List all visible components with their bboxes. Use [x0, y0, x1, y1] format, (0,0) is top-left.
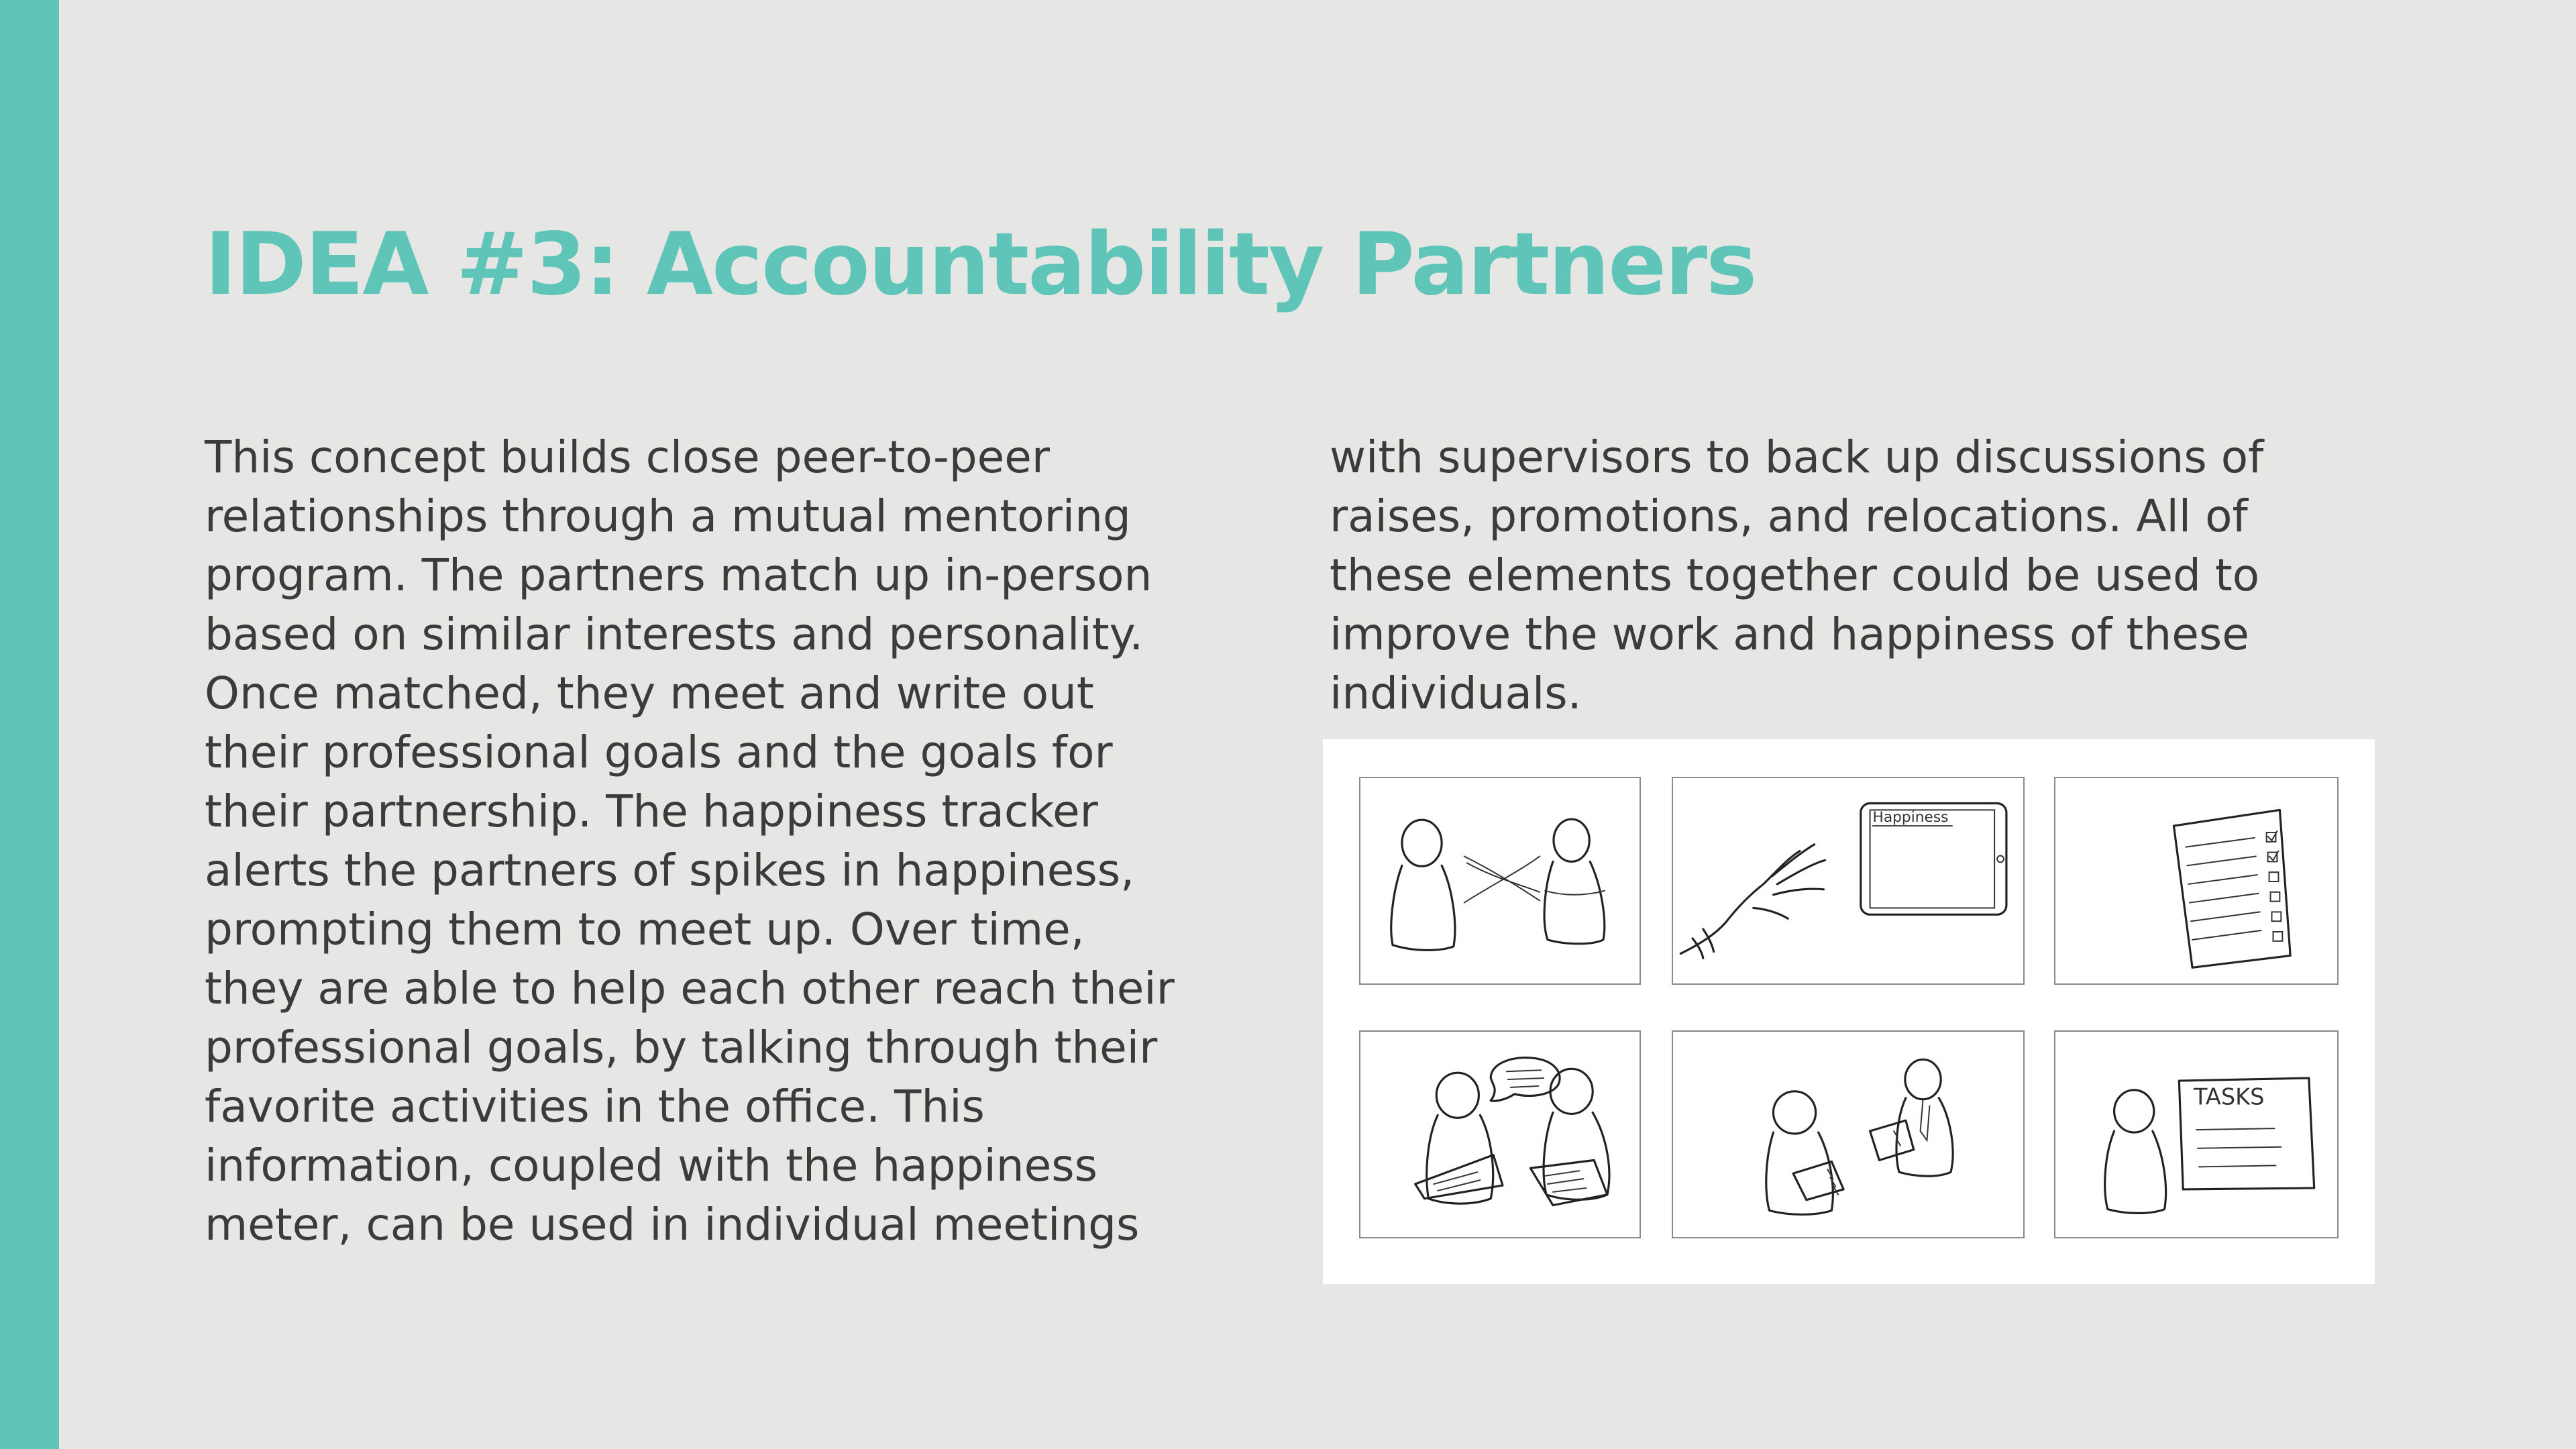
body-line: professional goals, by talking through their: [205, 1022, 1158, 1073]
body-line: these elements together could be used to: [1330, 549, 2260, 601]
body-line: with supervisors to back up discussions of: [1330, 431, 2264, 483]
matching-people-sketch: [1360, 778, 1640, 983]
body-line: individuals.: [1330, 667, 1582, 719]
body-text-right-column: [1330, 428, 2403, 723]
storyboard-panel-supervisor: [1672, 1030, 2025, 1238]
body-line: their partnership. The happiness tracker: [205, 786, 1098, 837]
tablet-happiness-label: Happiness: [1872, 809, 1949, 826]
body-line: relationships through a mutual mentoring: [205, 490, 1131, 542]
body-line: Once matched, they meet and write out: [205, 667, 1094, 719]
goals-checklist-sketch: [2055, 778, 2337, 983]
body-line: favorite activities in the office. This: [205, 1081, 985, 1132]
body-line: meter, can be used in individual meetings: [205, 1199, 1140, 1250]
body-line: alerts the partners of spikes in happiness,: [205, 845, 1135, 896]
body-line: information, coupled with the happiness: [205, 1140, 1097, 1191]
body-line: improve the work and happiness of these: [1330, 608, 2249, 660]
body-line: program. The partners match up in-person: [205, 549, 1152, 601]
body-line: they are able to help each other reach their: [205, 963, 1175, 1014]
accent-bar: [0, 0, 59, 1449]
body-line: based on similar interests and personality.: [205, 608, 1144, 660]
storyboard-panel-tracker: [1672, 777, 2025, 985]
supervisor-meeting-sketch: [1673, 1032, 2023, 1237]
tasks-board-sketch: [2055, 1032, 2337, 1237]
storyboard-image: [1323, 739, 2375, 1284]
storyboard-panel-matching: [1359, 777, 1641, 985]
storyboard-panel-meeting: [1359, 1030, 1641, 1238]
tracker-tablet-sketch: [1673, 778, 2023, 983]
partners-meeting-sketch: [1360, 1032, 1640, 1237]
body-line: their professional goals and the goals for: [205, 727, 1113, 778]
tasks-board-label: TASKS: [2194, 1083, 2265, 1110]
storyboard-panel-goals: [2054, 777, 2339, 985]
body-text-left-column: [205, 428, 1265, 1254]
storyboard-panel-tasks: [2054, 1030, 2339, 1238]
body-line: prompting them to meet up. Over time,: [205, 904, 1085, 955]
body-line: raises, promotions, and relocations. All of: [1330, 490, 2248, 542]
body-line: This concept builds close peer-to-peer: [205, 431, 1050, 483]
slide-title: IDEA #3: Accountability Partners: [205, 215, 1756, 315]
